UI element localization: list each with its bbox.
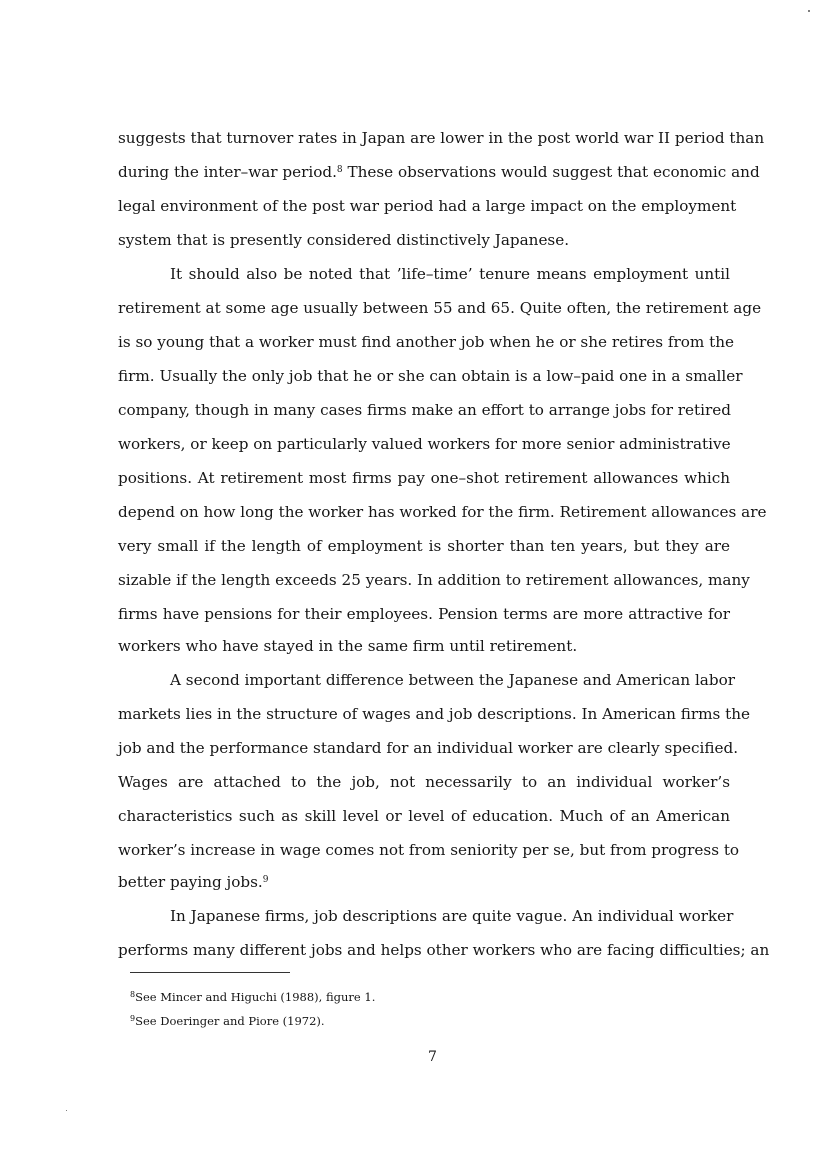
text-line: It should also be noted that ’life–time’ tenure means employment until bbox=[170, 265, 730, 283]
footnote-8: $^8$See Mincer and Higuchi (1988), figure 1. bbox=[130, 990, 376, 1004]
text-line: worker’s increase in wage comes not from seniority per se, but from progress to bbox=[118, 841, 740, 859]
text-line: job and the performance standard for an individual worker are clearly specified. bbox=[118, 739, 739, 757]
footnote-9: $^9$See Doeringer and Piore (1972). bbox=[130, 1014, 325, 1028]
text-line: Wages are attached to the job, not necessarily to an individual worker’s bbox=[118, 773, 730, 791]
text-line: system that is presently considered distinctively Japanese. bbox=[118, 231, 570, 249]
text-line: sizable if the length exceeds 25 years. In addition to retirement allowances, many bbox=[118, 571, 750, 589]
text-line: performs many different jobs and helps other workers who are facing difficulties; an bbox=[118, 941, 770, 959]
text-line: firms have pensions for their employees. Pension terms are more attractive for bbox=[118, 605, 730, 623]
footnote-ref-9: 9 bbox=[262, 875, 269, 885]
text-line: A second important difference between the Japanese and American labor bbox=[170, 671, 735, 689]
page-number: 7 bbox=[428, 1049, 437, 1065]
text-line: workers who have stayed in the same firm until retirement. bbox=[118, 637, 578, 655]
text-line: very small if the length of employment is shorter than ten years, but they are bbox=[118, 537, 730, 555]
footnote-separator bbox=[130, 972, 290, 973]
text-line: retirement at some age usually between 55 and 65. Quite often, the retirement age bbox=[118, 299, 762, 317]
text-line: legal environment of the post war period had a large impact on the employment bbox=[118, 197, 737, 215]
text-line: In Japanese firms, job descriptions are quite vague. An individual worker bbox=[170, 907, 734, 925]
footnote-ref-8: 8 bbox=[336, 165, 343, 175]
text-line: company, though in many cases firms make an effort to arrange jobs for retired bbox=[118, 401, 731, 419]
scan-speck bbox=[808, 10, 810, 12]
text-line: during the inter–war period.$^8$ These observations would suggest that economic and bbox=[118, 163, 760, 181]
text-line: depend on how long the worker has worked for the firm. Retirement allowances are bbox=[118, 503, 767, 521]
text-line: suggests that turnover rates in Japan are lower in the post world war II period than bbox=[118, 129, 765, 147]
text-line: characteristics such as skill level or level of education. Much of an American bbox=[118, 807, 730, 825]
text-line: firm. Usually the only job that he or she can obtain is a low–paid one in a smaller bbox=[118, 367, 743, 385]
text-line: positions. At retirement most firms pay one–shot retirement allowances which bbox=[118, 469, 730, 487]
text-line: better paying jobs.$^9$ bbox=[118, 873, 269, 891]
text-line: workers, or keep on particularly valued workers for more senior administrative bbox=[118, 435, 731, 453]
text-line: markets lies in the structure of wages and job descriptions. In American firms the bbox=[118, 705, 751, 723]
text-line: is so young that a worker must find another job when he or she retires from the bbox=[118, 333, 735, 351]
scan-speck bbox=[66, 1110, 67, 1111]
